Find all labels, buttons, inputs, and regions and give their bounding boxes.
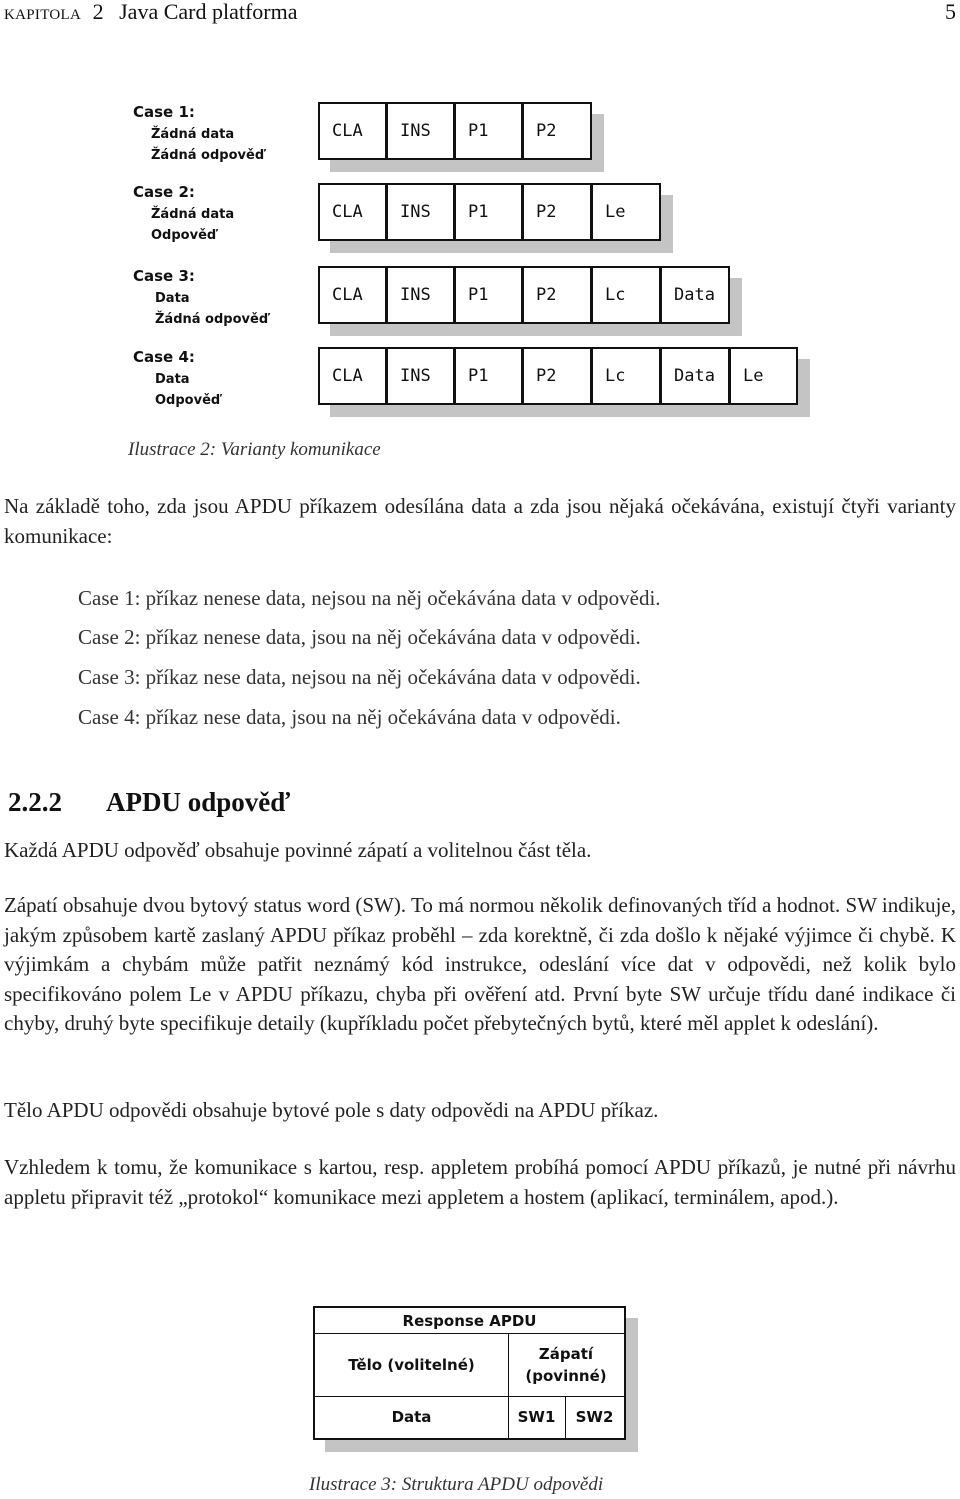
field-cla: CLA bbox=[318, 266, 387, 324]
field-p1: P1 bbox=[455, 183, 523, 241]
field-data: Data bbox=[661, 347, 730, 405]
case-line: Žádná odpověď bbox=[155, 312, 269, 327]
data-field: Data bbox=[315, 1396, 509, 1438]
chapter-title: Java Card platforma bbox=[119, 0, 298, 24]
paragraph: Zápatí obsahuje dvou bytový status word (SW). To má normou několik definovaných tříd a hodnot. SW indikuje, jakým způsobem kartě zaslaný APDU příkaz proběhl – zda korektně, či zda došlo k nějaké výjimce či chybě. K výjimkám a chybám může patřit neznámý kód instrukce, odeslání více dat v odpovědi, než kolik bylo specifikováno polem Le v APDU příkazu, chyba při ověření atd. První byte SW určuje třídu dané indikace či chyby, druhý byte specifikuje detaily (kupříkladu počet přebytečných bytů, které měl applet k odeslání). bbox=[4, 893, 956, 1035]
case-line: Odpověď bbox=[151, 228, 217, 243]
field-cla: CLA bbox=[318, 347, 387, 405]
case-4-label bbox=[133, 347, 220, 411]
list-item: Case 4: příkaz nese data, jsou na něj očekávána data v odpovědi. bbox=[78, 705, 621, 729]
field-ins: INS bbox=[387, 347, 455, 405]
field-lc: Lc bbox=[592, 347, 661, 405]
field-p1: P1 bbox=[455, 102, 523, 160]
paragraph: Vzhledem k tomu, že komunikace s kartou, resp. appletem probíhá pomocí APDU příkazů, je nutné při návrhu appletu připravit též „protokol“ komunikace mezi appletem a hostem (aplikací, terminálem, apod.). bbox=[4, 1155, 956, 1209]
field-cla: CLA bbox=[318, 102, 387, 160]
figure-caption: Ilustrace 2: Varianty komunikace bbox=[128, 439, 381, 460]
field-ins: INS bbox=[387, 183, 455, 241]
case-line: Žádná data bbox=[151, 127, 235, 142]
intro-paragraph: Na základě toho, zda jsou APDU příkazem odesílána data a zda jsou nějaká očekávána, existují čtyři varianty komunikace: bbox=[4, 494, 956, 548]
case-title: Case 2: bbox=[133, 183, 195, 201]
list-item: Case 1: příkaz nenese data, nejsou na něj očekávána data v odpovědi. bbox=[78, 586, 661, 610]
field-p2: P2 bbox=[523, 347, 592, 405]
field-p2: P2 bbox=[523, 102, 592, 160]
field-p1: P1 bbox=[455, 266, 523, 324]
trailer-label-line: Zápatí bbox=[538, 1344, 594, 1363]
chapter-word: KAPITOLA bbox=[4, 7, 82, 23]
running-header bbox=[4, 0, 298, 27]
field-cla: CLA bbox=[318, 183, 387, 241]
case-line: Žádná data bbox=[151, 207, 235, 222]
case-3-label bbox=[133, 266, 268, 330]
case-line: Data bbox=[155, 291, 190, 306]
list-item: Case 3: příkaz nese data, nejsou na něj očekávána data v odpovědi. bbox=[78, 665, 641, 689]
field-p2: P2 bbox=[523, 266, 592, 324]
case-1-command-row bbox=[318, 102, 592, 160]
case-3-command-row bbox=[318, 266, 730, 324]
case-title: Case 1: bbox=[133, 103, 195, 121]
figure-caption: Ilustrace 3: Struktura APDU odpovědi bbox=[309, 1474, 604, 1495]
chapter-number: 2 bbox=[92, 0, 104, 24]
field-data: Data bbox=[661, 266, 730, 324]
field-ins: INS bbox=[387, 102, 455, 160]
field-p1: P1 bbox=[455, 347, 523, 405]
case-line: Data bbox=[155, 372, 190, 387]
paragraph: Každá APDU odpověď obsahuje povinné zápatí a volitelnou část těla. bbox=[4, 838, 592, 862]
case-1-label bbox=[133, 102, 264, 166]
case-title: Case 3: bbox=[133, 267, 195, 285]
field-p2: P2 bbox=[523, 183, 592, 241]
case-title: Case 4: bbox=[133, 348, 195, 366]
case-4-command-row bbox=[318, 347, 798, 405]
trailer-label-line: (povinné) bbox=[525, 1366, 607, 1385]
field-le: Le bbox=[592, 183, 661, 241]
section-heading bbox=[8, 787, 290, 818]
list-item: Case 2: příkaz nenese data, jsou na něj očekávána data v odpovědi. bbox=[78, 625, 641, 649]
field-ins: INS bbox=[387, 266, 455, 324]
case-line: Žádná odpověď bbox=[151, 148, 265, 163]
section-title: APDU odpověď bbox=[106, 787, 291, 817]
case-2-command-row bbox=[318, 183, 661, 241]
sw2-field: SW2 bbox=[575, 1408, 614, 1426]
diagram-title: Response APDU bbox=[315, 1308, 624, 1334]
body-label: Tělo (volitelné) bbox=[315, 1333, 509, 1397]
field-le: Le bbox=[730, 347, 798, 405]
case-2-label bbox=[133, 182, 234, 246]
field-lc: Lc bbox=[592, 266, 661, 324]
paragraph: Tělo APDU odpovědi obsahuje bytové pole s daty odpovědi na APDU příkaz. bbox=[4, 1098, 659, 1122]
sw1-field: SW1 bbox=[508, 1396, 566, 1438]
page-number: 5 bbox=[945, 0, 956, 24]
case-line: Odpověď bbox=[155, 393, 221, 408]
trailer-label bbox=[508, 1333, 624, 1397]
response-apdu-diagram bbox=[313, 1306, 626, 1440]
section-number: 2.2.2 bbox=[8, 787, 62, 817]
